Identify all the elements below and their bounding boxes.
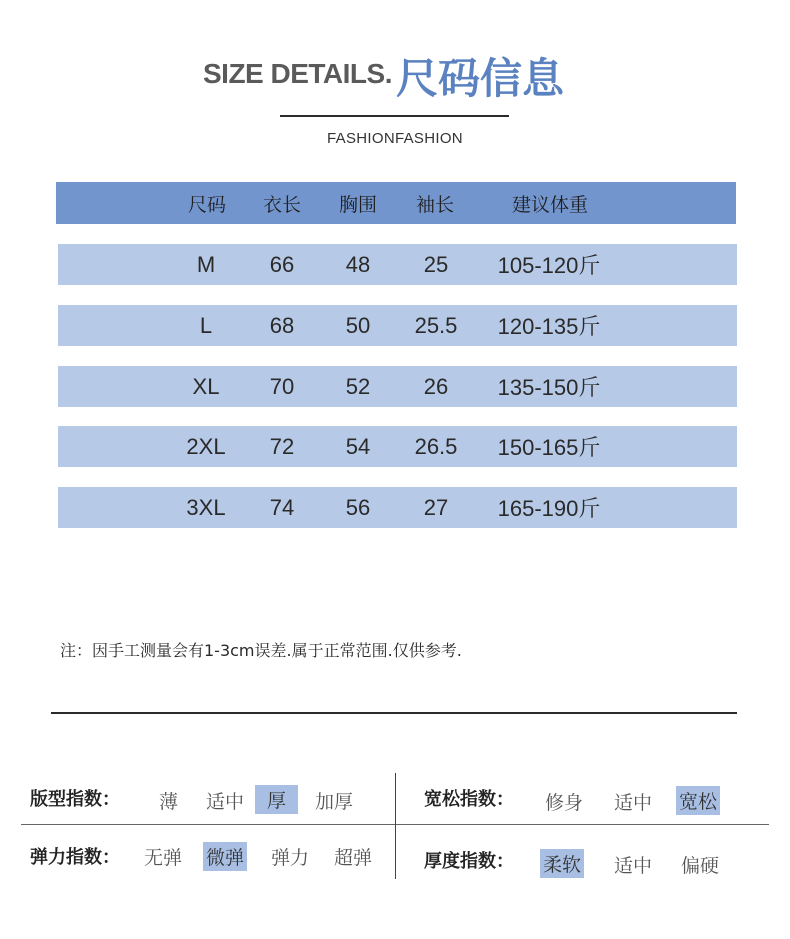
thickness-option-medium: 适中 [614,855,653,877]
chest-cell: 52 [345,373,371,399]
sleeve-cell: 27 [423,494,449,520]
elasticity-option-slight: 微弹 [203,842,247,871]
sleeve-cell: 25 [423,251,449,277]
column-header-weight: 建议体重 [511,193,588,216]
section-divider [51,712,737,714]
looseness-option-slim: 修身 [545,792,584,814]
length-cell: 70 [269,373,295,399]
elasticity-option-super: 超弹 [334,847,373,869]
elasticity-option-none: 无弹 [144,847,183,869]
column-header-length: 衣长 [262,193,301,216]
table-row [58,487,737,528]
size-table-header [56,182,736,224]
thickness-index-label: 厚度指数： [424,851,514,872]
sleeve-cell: 25.5 [414,312,458,338]
thickness-option-soft: 柔软 [540,849,584,878]
fit-option-medium: 适中 [206,791,245,813]
subtitle: FASHIONFASHION [327,130,463,147]
length-cell: 68 [269,312,295,338]
title-cn: 尺码信息 [396,54,565,103]
sleeve-cell: 26.5 [414,433,458,459]
title-en: SIZE DETAILS. [203,58,392,89]
looseness-option-loose: 宽松 [676,786,720,815]
fit-option-thin: 薄 [159,791,179,813]
index-grid-vline [395,773,396,879]
size-cell: L [199,312,213,338]
looseness-option-medium: 适中 [614,792,653,814]
fit-option-thick: 厚 [255,785,298,814]
column-header-chest: 胸围 [338,193,377,216]
column-header-size: 尺码 [187,193,226,216]
table-row [58,426,737,467]
size-cell: M [196,251,216,277]
size-cell: XL [192,373,220,399]
length-cell: 66 [269,251,295,277]
sleeve-cell: 26 [423,373,449,399]
weight-cell: 105-120斤 [497,253,601,278]
length-cell: 74 [269,494,295,520]
elasticity-option-stretch: 弹力 [271,847,310,869]
size-cell: 3XL [186,494,226,520]
length-cell: 72 [269,433,295,459]
measurement-note: 注：因手工测量会有1-3cm误差.属于正常范围.仅供参考. [60,641,462,660]
looseness-index-label: 宽松指数： [424,789,514,810]
title-divider [280,115,509,117]
fit-index-label: 版型指数： [30,789,120,810]
column-header-sleeve: 袖长 [415,193,454,216]
size-cell: 2XL [186,433,226,459]
chest-cell: 50 [345,312,371,338]
weight-cell: 165-190斤 [497,496,601,521]
table-row [58,366,737,407]
chest-cell: 48 [345,251,371,277]
fit-option-extra-thick: 加厚 [315,791,354,813]
weight-cell: 120-135斤 [497,314,601,339]
weight-cell: 135-150斤 [497,375,601,400]
weight-cell: 150-165斤 [497,435,601,460]
table-row [58,244,737,285]
chest-cell: 54 [345,433,371,459]
elasticity-index-label: 弹力指数： [30,847,120,868]
chest-cell: 56 [345,494,371,520]
thickness-option-stiff: 偏硬 [681,855,720,877]
table-row [58,305,737,346]
